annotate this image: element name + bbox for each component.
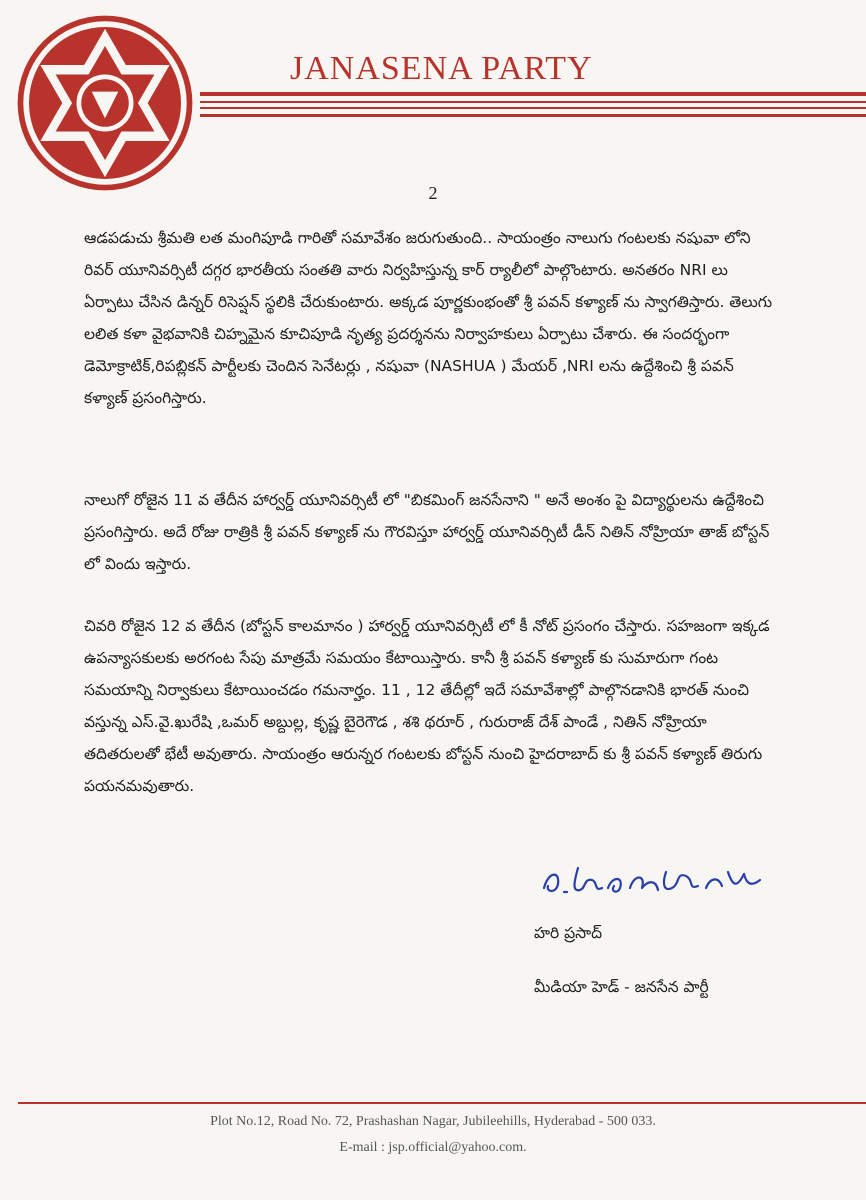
- body-paragraph: నాలుగో రోజైన 11 వ తేదీన హార్వర్డ్ యూనివర్సిటీ లో "బికమింగ్ జనసేనాని " అనే అంశం పై విద్యార్థులను ఉద్దేశించి ప్రసంగిస్తారు. అదే రోజు రాత్రికి శ్రీ పవన్ కళ్యాణ్ ను గౌరవిస్తూ హార్వర్డ్ యూనివర్సిటీ డీన్ నితిన్ నోహ్రియా తాజ్ బోస్టన్ లో విందు ఇస్తారు.: [84, 491, 770, 573]
- party-name-heading: JANASENA PARTY: [290, 50, 593, 87]
- page-number: 2: [428, 183, 438, 203]
- janasena-star-logo-icon: [10, 8, 200, 198]
- body-paragraph: చివరి రోజైన 12 వ తేదీన (బోస్టన్ కాలమానం ) హార్వర్డ్ యూనివర్సిటీ లో కీ నోట్ ప్రసంగం చేస్తారు. సహజంగా ఇక్కడ ఉపన్యాసకులకు అరగంట సేపు మాత్రమే సమయం కేటాయిస్తారు. కానీ శ్రీ పవన్ కళ్యాణ్ కు సుమారుగా గంట సమయాన్ని నిర్వాకులు కేటాయించడం గమనార్హం. 11 , 12 తేదీల్లో ఇదే సమావేశాల్లో పాల్గొనడానికి భారత్ నుంచి వస్తున్న ఎస్.వై.ఖురేషి ,ఒమర్ అబ్దుల్ల, కృష్ణ బైరెగౌడ , శశి థరూర్ , గురురాజ్ దేశ్ పాండే , నితిన్ నోహ్రియా తదితరులతో భేటీ అవుతారు. సాయంత్రం ఆరున్నర గంటలకు బోస్టన్ నుంచి హైదరాబాద్ కు శ్రీ పవన్ కళ్యాణ్ తిరుగు పయనమవుతారు.: [84, 617, 770, 795]
- header-rule: [200, 92, 866, 120]
- footer-email: E-mail : jsp.official@yahoo.com.: [339, 1140, 527, 1155]
- body-paragraph: ఆడపడుచు శ్రీమతి లత మంగిపూడి గారితో సమావేశం జరుగుతుంది.. సాయంత్రం నాలుగు గంటలకు నషువా లోని రివర్ యూనివర్సిటీ దగ్గర భారతీయ సంతతి వారు నిర్వహిస్తున్న కార్ ర్యాలీలో పాల్గొంటారు. అనతరం NRI లు ఏర్పాటు చేసిన డిన్నర్ రిసెప్షన్ స్థలికి చేరుకుంటారు. అక్కడ పూర్ణకుంభంతో శ్రీ పవన్ కళ్యాణ్ ను స్వాగతిస్తారు. తెలుగు లలిత కళా వైభవానికి చిహ్నమైన కూచిపూడి నృత్య ప్రదర్శనను నిర్వాహకులు ఏర్పాటు చేశారు. ఈ సందర్భంగా డెమోక్రాటిక్,రిపబ్లికన్ పార్టీలకు చెందిన సెనేటర్లు , నషువా (NASHUA ) మేయర్ ,NRI లను ఉద్దేశించి శ్రీ పవన్ కళ్యాణ్ ప్రసంగిస్తారు.: [84, 229, 773, 407]
- signatory-title: మీడియా హెడ్ - జనసేన పార్టీ: [534, 978, 709, 996]
- handwritten-signature: [538, 858, 778, 902]
- signatory-name: హరి ప్రసాద్: [534, 924, 603, 942]
- footer-rule: [18, 1102, 866, 1104]
- footer-address: Plot No.12, Road No. 72, Prashashan Nagar, Jubileehills, Hyderabad - 500 033.: [210, 1114, 656, 1129]
